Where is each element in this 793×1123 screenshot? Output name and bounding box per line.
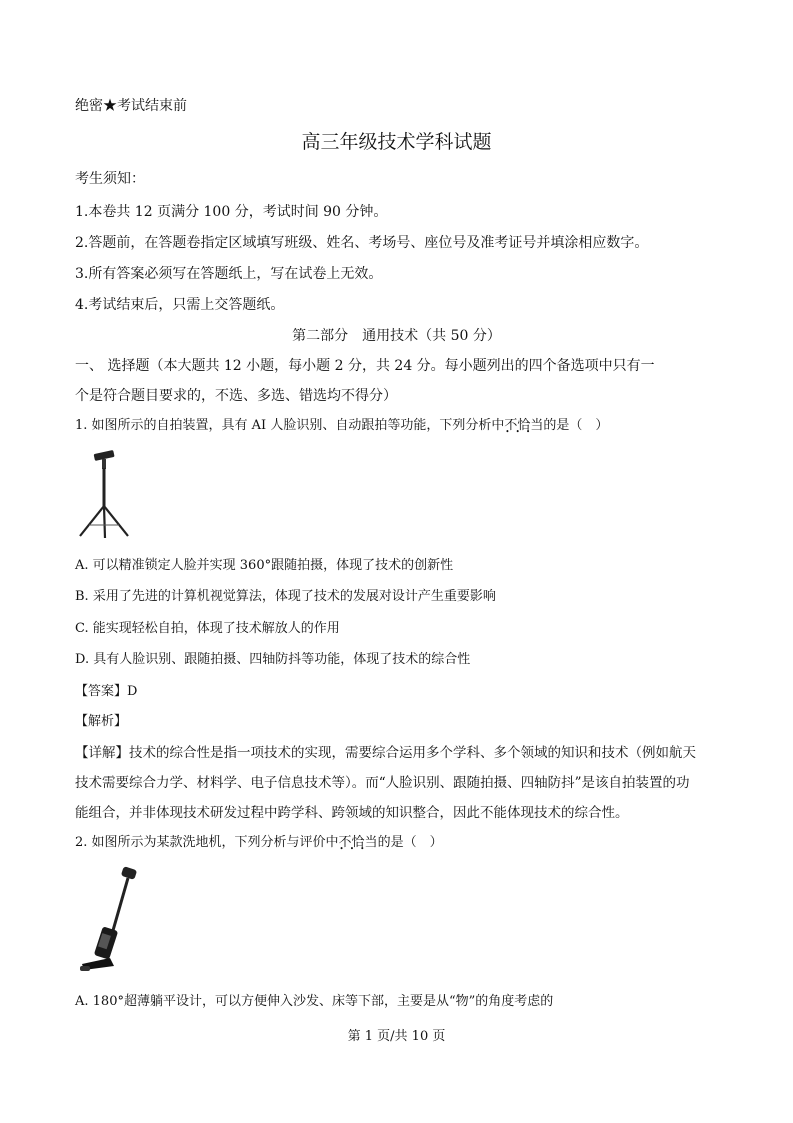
question-2-emphasis: 不恰当 • • • (339, 835, 378, 850)
question-1-detail-line-1: 【详解】技术的综合性是指一项技术的实现，需要综合运用多个学科、多个领域的知识和技术（例如航天 (75, 745, 696, 761)
notice-item-3: 3.所有答案必须写在答题纸上，写在试卷上无效。 (75, 266, 383, 282)
question-1-analysis-label: 【解析】 (75, 714, 128, 729)
question-1-stem (75, 414, 608, 433)
question-1-stem-pre: 1. 如图所示的自拍装置，具有 AI 人脸识别、自动跟拍等功能，下列分析中 (75, 418, 505, 433)
question-2-option-a: A. 180°超薄躺平设计，可以方便伸入沙发、床等下部，主要是从“物”的角度考虑的 (75, 994, 554, 1009)
question-1-option-a: A. 可以精准锁定人脸并实现 360°跟随拍摄，体现了技术的创新性 (75, 558, 454, 573)
question-2-stem-post: 的是（ ） (377, 835, 443, 850)
part-title: 第二部分 通用技术（共 50 分） (292, 328, 501, 344)
page-title: 高三年级技术学科试题 (301, 131, 492, 153)
question-1-option-d: D. 具有人脸识别、跟随拍摄、四轴防抖等功能，体现了技术的综合性 (75, 652, 471, 667)
page-number: 第 1 页/共 10 页 (347, 1029, 446, 1044)
notice-item-2: 2.答题前，在答题卷指定区域填写班级、姓名、考场号、座位号及准考证号并填涂相应数字。 (75, 235, 649, 251)
notice-item-4: 4.考试结束后，只需上交答题纸。 (75, 297, 285, 313)
question-1-stem-post: 的是（ ） (543, 418, 609, 433)
notice-heading: 考生须知： (75, 171, 145, 187)
question-1-emphasis: 不恰当 • • • (504, 418, 543, 433)
section-instructions-line-1: 一、 选择题（本大题共 12 小题，每小题 2 分，共 24 分。每小题列出的四个备选项中只有一 (75, 358, 655, 374)
question-1-detail-line-3: 能组合，并非体现技术研发过程中跨学科、跨领域的知识整合，因此不能体现技术的综合性。 (75, 805, 629, 821)
question-2-stem (75, 831, 443, 850)
notice-item-1: 1.本卷共 12 页满分 100 分，考试时间 90 分钟。 (75, 204, 388, 220)
question-2-stem-pre: 2. 如图所示为某款洗地机，下列分析与评价中 (75, 835, 339, 850)
question-1-option-c: C. 能实现轻松自拍，体现了技术解放人的作用 (75, 621, 340, 636)
section-instructions-line-2: 个是符合题目要求的，不选、多选、错选均不得分） (75, 388, 397, 404)
confidential-label: 绝密★考试结束前 (75, 98, 187, 114)
question-1-detail-line-2: 技术需要综合力学、材料学、电子信息技术等）。而“人脸识别、跟随拍摄、四轴防抖”是该自拍装置的功 (75, 775, 690, 791)
question-1-answer: 【答案】D (75, 684, 138, 699)
floor-washer-icon (76, 866, 144, 974)
question-1-option-b: B. 采用了先进的计算机视觉算法，体现了技术的发展对设计产生重要影响 (75, 589, 496, 604)
selfie-stick-tripod-icon (72, 448, 136, 540)
